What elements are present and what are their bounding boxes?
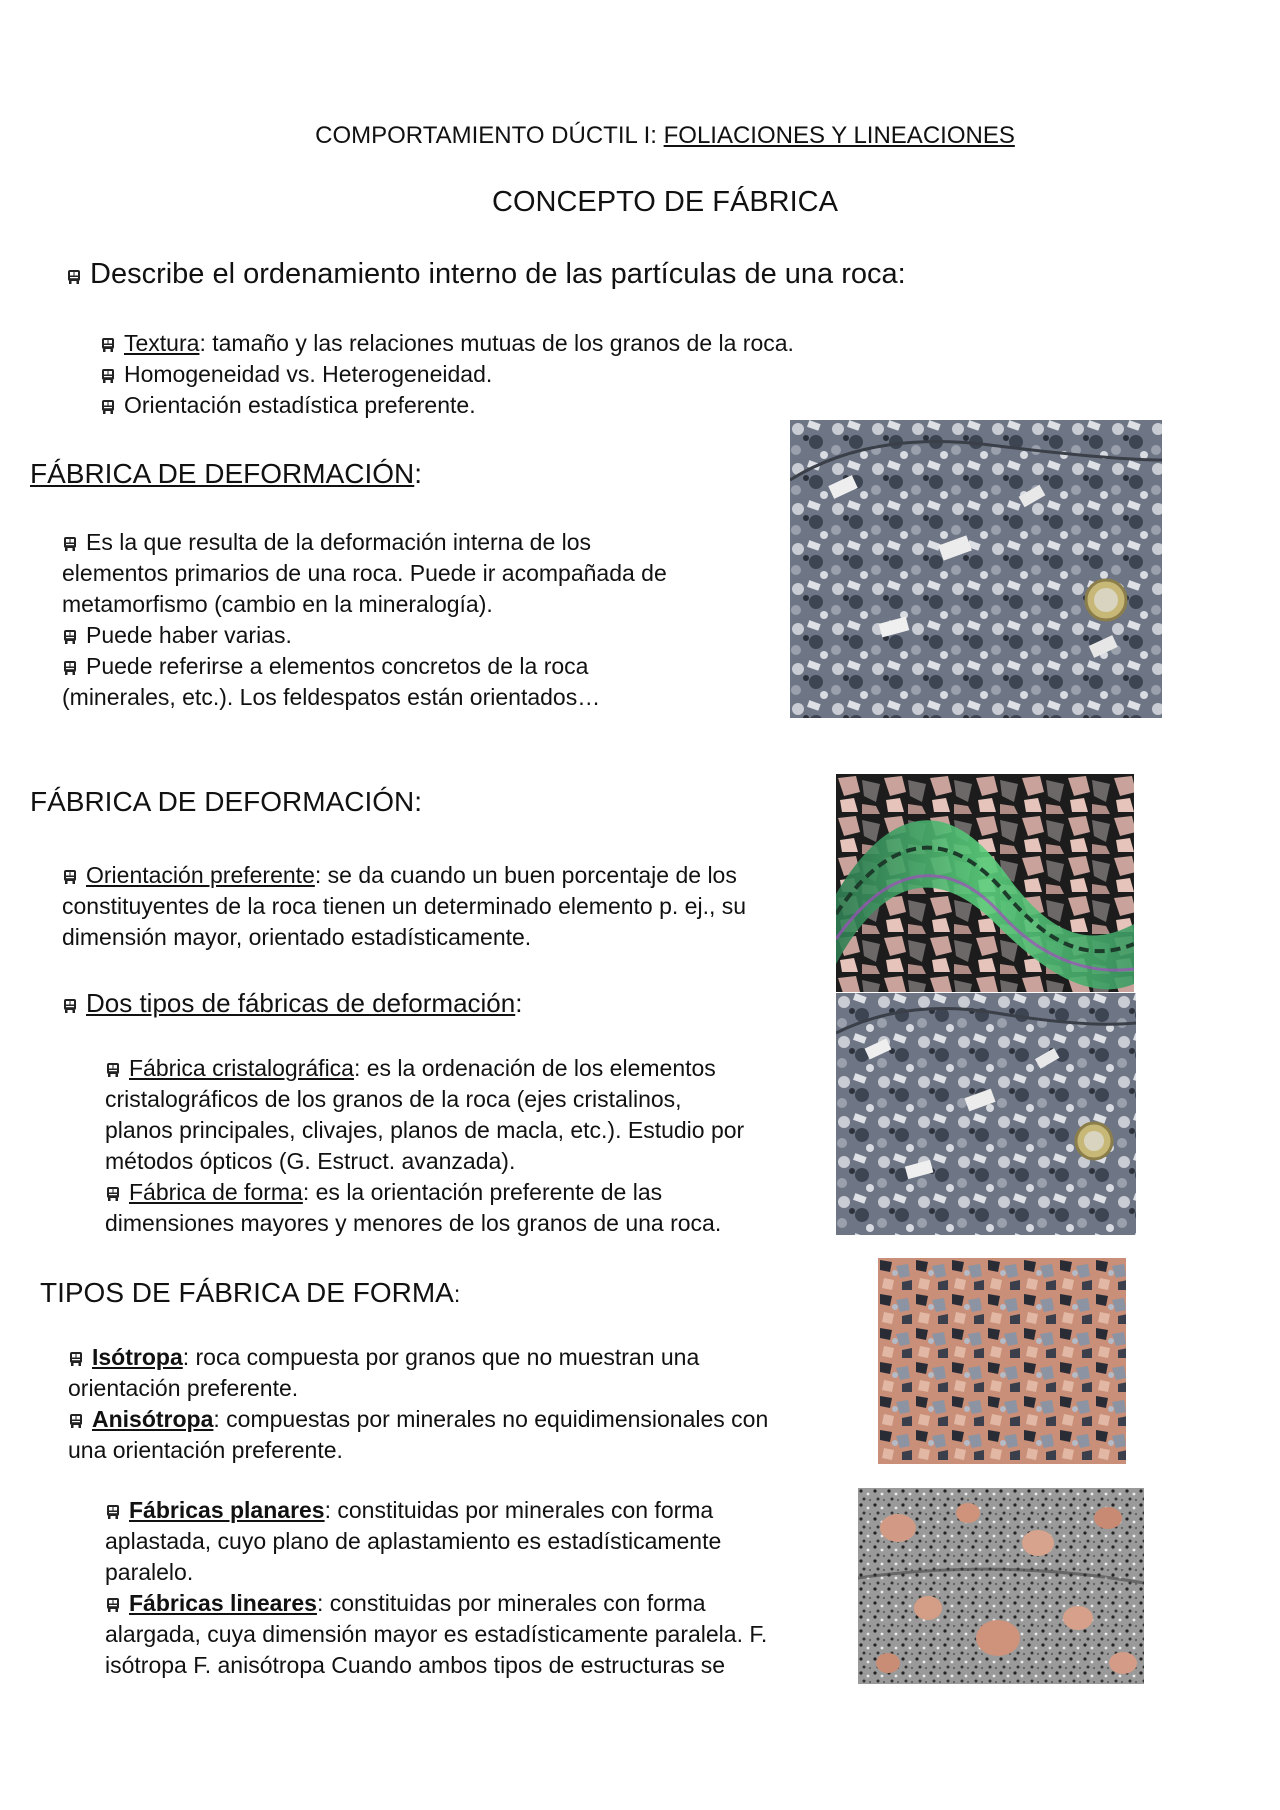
section1-body: Es la que resulta de la deformación interna de los elementos primarios de una roca. Puede ir acompañada de metamorfismo (cambio en la mineralogía). Puede haber varias. Puede referirse a elementos concretos de la roca (minerales, etc.). Los feldespatos están orientados… [62,529,667,710]
shape-fabric-types: Isótropa: roca compuesta por granos que no muestran una orientación preferente. Anisótropa: compuestas por minerales no equidimensionales con una orientación preferente. [68,1344,769,1463]
bus-bullet-icon [62,629,78,645]
bus-bullet-icon [105,1597,121,1613]
foliated-rock-photo [858,1488,1144,1684]
section-title: TIPOS DE FÁBRICA DE FORMA: [40,1277,461,1308]
bus-bullet-icon [105,1504,121,1520]
bus-bullet-icon [68,1351,84,1367]
bus-bullet-icon [100,399,116,415]
bus-bullet-icon [105,1062,121,1078]
bus-bullet-icon [62,869,78,885]
list-item: Orientación estadística preferente. [100,390,794,421]
bus-bullet-icon [100,368,116,384]
bus-bullet-icon [62,660,78,676]
section-title: FÁBRICA DE DEFORMACIÓN: [30,786,423,817]
micrograph-photo [836,774,1134,992]
bus-bullet-icon [105,1186,121,1202]
concept-title: CONCEPTO DE FÁBRICA [492,186,838,218]
list-item: Homogeneidad vs. Heterogeneidad. [100,359,794,390]
bus-bullet-icon [68,1413,84,1429]
isotropic-granite-photo [878,1258,1126,1464]
bus-bullet-icon [66,269,82,285]
document-header [0,122,1280,150]
granite-photo-2 [836,993,1136,1235]
bus-bullet-icon [62,998,78,1014]
concept-list [100,328,794,421]
granite-photo [790,420,1162,718]
bus-bullet-icon [62,536,78,552]
deformation-types-heading: Dos tipos de fábricas de deformación: [62,988,522,1019]
concept-lead: Describe el ordenamiento interno de las partículas de una roca: [66,258,906,291]
bus-bullet-icon [100,337,116,353]
deformation-types-list: Fábrica cristalográfica: es la ordenación de los elementos cristalográficos de los granos de la roca (ejes cristalinos, planos principales, clivajes, planos de macla, etc.). Estudio por métodos ópticos (G. Estruct. avanzada). Fábrica de forma: es la orientación preferente de las dimensiones mayores y menores de los granos de una roca. [105,1055,745,1236]
list-item: Textura: tamaño y las relaciones mutuas de los granos de la roca. [100,328,794,359]
orientation-paragraph: Orientación preferente: se da cuando un buen porcentaje de los constituyentes de la roca tienen un determinado elemento p. ej., su dimensión mayor, orientado estadísticamente. [62,862,747,950]
header-topic: FOLIACIONES Y LINEACIONES [663,122,1015,149]
anisotropic-subtypes: Fábricas planares: constituidas por minerales con forma aplastada, cuyo plano de aplastamiento es estadísticamente paralelo. Fábricas lineares: constituidas por minerales con forma alargada, cuya dimensión mayor es estadísticamente paralela. F. isótropa F. anisótropa Cuando ambos tipos de estructuras se [105,1497,768,1678]
header-prefix: COMPORTAMIENTO DÚCTIL I: [315,122,664,149]
section-title: FÁBRICA DE DEFORMACIÓN: [30,458,423,489]
